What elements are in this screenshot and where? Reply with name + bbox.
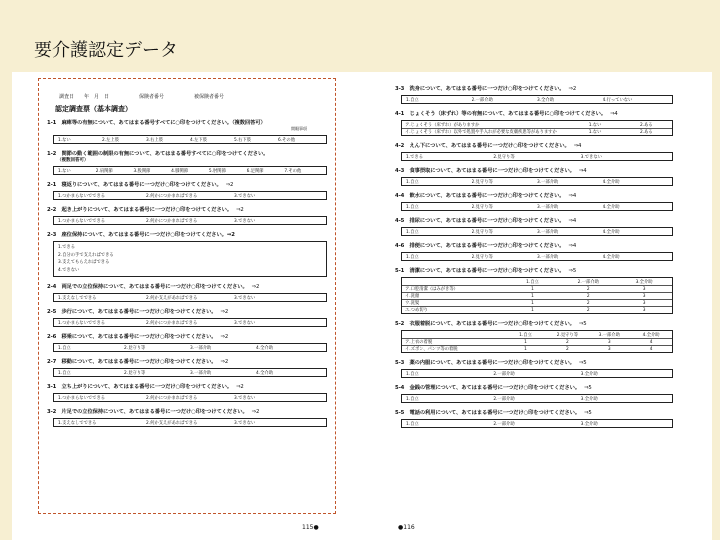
option-text: 3.支えてもらえればできる bbox=[58, 260, 110, 265]
option-text: ア.口腔清潔（はみがき等） bbox=[405, 287, 458, 292]
form-element: ⇒5 bbox=[584, 410, 592, 416]
form-element bbox=[53, 191, 327, 200]
form-element: 2-4 両足での立位保持について、あてはまる番号に一つだけ○印をつけてください。 bbox=[47, 284, 248, 290]
question-title bbox=[395, 408, 673, 416]
form-element bbox=[401, 227, 673, 236]
option-text: 1.自立 bbox=[58, 345, 71, 351]
option-text: 1.できる bbox=[406, 154, 423, 160]
form-element: ⇒4 bbox=[578, 168, 587, 174]
option-text: 1.自立 bbox=[406, 204, 419, 210]
question-title bbox=[47, 205, 327, 213]
option-text: 3 bbox=[607, 339, 611, 345]
form-element bbox=[402, 278, 672, 285]
question-title bbox=[395, 109, 673, 117]
question-2-4 bbox=[47, 282, 327, 302]
option-text: 4.膝関節 bbox=[171, 168, 189, 174]
question-5-5 bbox=[395, 408, 673, 428]
option-text: 4.行っていない bbox=[602, 97, 633, 103]
form-element bbox=[401, 120, 673, 136]
option-text: 3.全介助 bbox=[635, 279, 653, 285]
question-4-4 bbox=[395, 191, 673, 211]
form-element: ⇒5 bbox=[578, 360, 587, 366]
form-element: 4-4 飲水について、あてはまる番号に一つだけ○印をつけてください。 bbox=[395, 193, 565, 199]
option-text: 2.何かにつかまればできる bbox=[146, 193, 198, 199]
option-text: 3.全介助 bbox=[537, 97, 554, 103]
question-title bbox=[395, 191, 673, 199]
option-text: 3.右上肢 bbox=[146, 137, 163, 143]
form-element: ⇒2 bbox=[225, 182, 234, 188]
option-text: 1.自立 bbox=[526, 279, 539, 285]
question-title bbox=[47, 407, 327, 415]
form-element bbox=[402, 345, 672, 352]
option-text: 5.肘関節 bbox=[208, 168, 226, 174]
option-text: 3.全介助 bbox=[580, 396, 598, 402]
form-element: ⇒2 bbox=[236, 384, 244, 390]
option-text: 2.ある bbox=[640, 122, 653, 128]
option-text: 1.自立 bbox=[406, 97, 419, 103]
form-element: ⇒4 bbox=[568, 193, 577, 199]
option-text: 4.左下肢 bbox=[190, 137, 207, 143]
option-text: 3 bbox=[642, 286, 646, 292]
option-text: 1.自立 bbox=[406, 229, 419, 235]
insured-number: 被保険者番号 bbox=[194, 94, 225, 100]
form-element: ⇒5 bbox=[584, 385, 592, 391]
form-element: 3-2 片足での立位保持について、あてはまる番号に一つだけ○印をつけてください。 bbox=[47, 409, 248, 415]
survey-date: 調査日 年 月 日 bbox=[59, 94, 110, 100]
question-title: 2-3 座位保持について、あてはまる番号に一つだけ○印をつけてください。⇒2 bbox=[47, 232, 235, 238]
option-text: 2.一部介助 bbox=[493, 371, 515, 377]
form-element bbox=[53, 216, 327, 225]
form-element: 2-2 起き上がりについて、あてはまる番号に一つだけ○印をつけてください。 bbox=[47, 207, 233, 213]
option-text: 2.肩関節 bbox=[95, 168, 113, 174]
option-text: 1.支えなしでできる bbox=[58, 420, 97, 426]
insurer-number: 保険者番号 bbox=[139, 94, 165, 100]
question-4-2 bbox=[395, 141, 673, 161]
option-text: 2.左上肢 bbox=[102, 137, 119, 143]
option-text: 6.その他 bbox=[278, 137, 295, 143]
question-title bbox=[395, 241, 673, 249]
form-element: ⇒4 bbox=[573, 143, 582, 149]
form-element: 4-2 えん下について、あてはまる番号に一つだけ○印をつけてください。 bbox=[395, 143, 570, 149]
document-title: 認定調査票（基本調査） bbox=[55, 105, 132, 113]
question-5-2 bbox=[395, 319, 673, 353]
option-text: 2.見守り等 bbox=[471, 204, 493, 210]
form-element bbox=[401, 95, 673, 104]
option-text: 3.一部介助 bbox=[537, 229, 559, 235]
form-element: 4-1 じょくそう（床ずれ）等の有無について、あてはまる番号に○印をつけてください。 bbox=[395, 111, 607, 117]
option-text: 1.自立 bbox=[406, 179, 419, 185]
option-text: 3.一部介助 bbox=[598, 332, 620, 338]
option-text: 2 bbox=[586, 300, 590, 306]
question-title bbox=[47, 307, 327, 315]
form-element bbox=[53, 318, 327, 327]
questionnaire-spread bbox=[12, 72, 712, 540]
option-text: 1.つかまらないでできる bbox=[58, 193, 106, 199]
option-text: 2.見守り等 bbox=[556, 332, 579, 338]
form-element: ⇒2 bbox=[220, 359, 229, 365]
option-text: 1.ない bbox=[588, 122, 602, 128]
option-text: 3.一部介助 bbox=[190, 370, 212, 376]
option-text: 4.全介助 bbox=[256, 370, 273, 376]
form-element bbox=[401, 152, 673, 161]
option-text: 1.支えなしでできる bbox=[58, 295, 97, 301]
grid-5-2 bbox=[401, 330, 673, 353]
form-element: ⇒4 bbox=[610, 111, 618, 117]
option-text: 2.一部介助 bbox=[493, 421, 515, 427]
form-element: 2-5 歩行について、あてはまる番号に一つだけ○印をつけてください。 bbox=[47, 309, 217, 315]
option-text: 3 bbox=[642, 300, 646, 306]
form-element: 3-1 立ち上がりについて、あてはまる番号に一つだけ○印をつけてください。 bbox=[47, 384, 233, 390]
question-2-7 bbox=[47, 357, 327, 377]
question-title bbox=[47, 382, 327, 390]
option-text: 1.つかまらないでできる bbox=[58, 395, 106, 401]
right-page bbox=[393, 84, 675, 520]
option-text: 3 bbox=[642, 293, 646, 299]
option-text: 2.何かにつかまればできる bbox=[146, 395, 198, 401]
option-text: 4.できない bbox=[58, 267, 80, 273]
option-text: 3.一部介助 bbox=[190, 345, 212, 351]
form-element: 3-3 洗身について、あてはまる番号に一つだけ○印をつけてください。 bbox=[395, 86, 565, 92]
option-text: ウ.洗髪 bbox=[405, 301, 420, 306]
option-text: イ.洗顔 bbox=[405, 294, 420, 299]
form-element bbox=[401, 419, 673, 428]
form-element bbox=[402, 292, 672, 299]
option-text: 1.自立 bbox=[406, 254, 419, 260]
option-text: イ.じょくそう（床ずれ）以外で処置や手入れが必要な皮膚疾患等がありますか bbox=[405, 130, 557, 135]
form-element bbox=[401, 177, 673, 186]
option-text: 2.何か支えがあればできる bbox=[146, 295, 198, 301]
option-text: 3.股関節 bbox=[133, 168, 151, 174]
form-element: ⇒2 bbox=[220, 309, 229, 315]
form-element bbox=[401, 252, 673, 261]
options-1-2 bbox=[53, 166, 327, 175]
form-element bbox=[53, 368, 327, 377]
option-text: 2 bbox=[586, 293, 590, 299]
form-element bbox=[402, 121, 672, 128]
option-text: 2 bbox=[566, 346, 569, 352]
option-text: 4 bbox=[649, 339, 653, 345]
page-number-left: 115● bbox=[302, 524, 319, 531]
options-1-1 bbox=[53, 135, 327, 144]
form-element: ⇒2 bbox=[251, 409, 260, 415]
question-title bbox=[47, 282, 327, 290]
left-page-highlight bbox=[38, 78, 336, 514]
slide-title: 要介護認定データ bbox=[34, 40, 178, 61]
option-text: 3 bbox=[607, 346, 611, 352]
option-text: 2 bbox=[586, 286, 590, 292]
question-2-5 bbox=[47, 307, 327, 327]
form-element: 5-4 金銭の管理について、あてはまる番号に一つだけ○印をつけてください。 bbox=[395, 385, 581, 391]
form-element: 5-3 薬の内服について、あてはまる番号に一つだけ○印をつけてください。 bbox=[395, 360, 575, 366]
option-text: 1.自立 bbox=[406, 396, 419, 402]
form-element: 5-2 衣服着脱について、あてはまる番号に一つだけ○印をつけてください。 bbox=[395, 321, 575, 327]
option-text: 2.見守り等 bbox=[471, 179, 493, 185]
question-title: 1-2 関節の動く範囲の制限の有無について、あてはまる番号すべてに○印をつけてください。 bbox=[47, 151, 269, 157]
question-title bbox=[395, 319, 673, 327]
option-text: 3.できない bbox=[234, 320, 256, 326]
option-text: 2.見守り等 bbox=[471, 229, 493, 235]
form-element bbox=[402, 331, 672, 338]
option-text: 3.できない bbox=[234, 193, 256, 199]
option-text: 1.自立 bbox=[519, 332, 532, 338]
option-text: 2.何か支えがあればできる bbox=[146, 420, 198, 426]
form-element bbox=[402, 128, 672, 135]
question-title bbox=[47, 332, 327, 340]
question-title bbox=[395, 383, 673, 391]
option-text: 4.全介助 bbox=[602, 254, 620, 260]
form-element: ⇒4 bbox=[568, 243, 577, 249]
question-title: 1-1 麻痺等の有無について、あてはまる番号すべてに○印をつけてください。（複数回答可） bbox=[47, 120, 266, 126]
option-text: 1.自立 bbox=[406, 371, 419, 377]
question-4-6 bbox=[395, 241, 673, 261]
form-element: ⇒2 bbox=[220, 334, 229, 340]
form-element: ⇒2 bbox=[236, 207, 244, 213]
option-text: 3.全介助 bbox=[580, 371, 598, 377]
option-text: ア.上衣の着脱 bbox=[405, 340, 433, 345]
option-text: 1.つかまらないでできる bbox=[58, 218, 106, 224]
option-text: 3.できない bbox=[234, 218, 256, 224]
page-number-right: ●116 bbox=[398, 524, 415, 531]
option-text: 3.一部介助 bbox=[537, 179, 559, 185]
option-text: 2.自分の手で支えればできる bbox=[58, 252, 114, 258]
option-text: エ.つめ切り bbox=[405, 308, 428, 313]
question-title bbox=[395, 358, 673, 366]
form-element: 4-3 食事摂取について、あてはまる番号に一つだけ○印をつけてください。 bbox=[395, 168, 575, 174]
option-text: 1.できる bbox=[58, 245, 75, 250]
option-text: 4.全介助 bbox=[256, 345, 273, 351]
question-3-2 bbox=[47, 407, 327, 427]
form-header bbox=[59, 93, 327, 100]
option-text: 4.全介助 bbox=[602, 204, 620, 210]
form-element: 2-7 移動について、あてはまる番号に一つだけ○印をつけてください。 bbox=[47, 359, 217, 365]
question-5-1 bbox=[395, 266, 673, 314]
option-text: 1.自立 bbox=[58, 370, 71, 376]
option-text: 2.一部介助 bbox=[577, 279, 599, 285]
option-text: 1 bbox=[524, 339, 527, 345]
option-text: 3.できない bbox=[234, 395, 256, 401]
form-element bbox=[402, 285, 672, 292]
option-text: 1.ない bbox=[58, 137, 71, 143]
option-text: 3.できない bbox=[234, 295, 256, 301]
form-element: ⇒2 bbox=[251, 284, 260, 290]
form-element bbox=[53, 343, 327, 352]
grid-5-1 bbox=[401, 277, 673, 314]
question-1-2: 1-2 関節の動く範囲の制限の有無について、あてはまる番号すべてに○印をつけてください。 （複数回答可） 1.ない 2.肩関節 3.股関節 4.膝関節 5.肘関節 6.足関節 7.その他 bbox=[47, 149, 327, 175]
question-3-3 bbox=[395, 84, 673, 104]
form-element bbox=[53, 293, 327, 302]
form-element: 5-1 清潔について、あてはまる番号に一つだけ○印をつけてください。 bbox=[395, 268, 565, 274]
question-2-6 bbox=[47, 332, 327, 352]
form-element: 5-5 電話の利用について、あてはまる番号に一つだけ○印をつけてください。 bbox=[395, 410, 581, 416]
question-1-1: 1-1 麻痺等の有無について、あてはまる番号すべてに○印をつけてください。（複数回答可） 開眼事項 1.ない 2.左上肢 3.右上肢 4.左下肢 5.右下肢 6.その他 bbox=[47, 118, 327, 144]
form-element bbox=[402, 306, 672, 313]
option-text: 1 bbox=[524, 346, 527, 352]
option-text: 4.全介助 bbox=[602, 229, 620, 235]
option-text: 3.一部介助 bbox=[537, 204, 559, 210]
option-text: 1 bbox=[531, 293, 534, 299]
question-2-3 bbox=[47, 230, 327, 277]
option-text: 2.見守り等 bbox=[471, 254, 493, 260]
form-element: ⇒4 bbox=[568, 218, 577, 224]
form-element: 4-5 排尿について、あてはまる番号に一つだけ○印をつけてください。 bbox=[395, 218, 565, 224]
option-text: 2.何かにつかまればできる bbox=[146, 320, 198, 326]
question-title bbox=[395, 266, 673, 274]
question-2-1 bbox=[47, 180, 327, 200]
form-element: 2-6 移乗について、あてはまる番号に一つだけ○印をつけてください。 bbox=[47, 334, 217, 340]
option-text: 1 bbox=[531, 286, 534, 292]
form-element: 2-1 寝返りについて、あてはまる番号に一つだけ○印をつけてください。 bbox=[47, 182, 222, 188]
option-text: 3 bbox=[642, 307, 646, 313]
question-5-3 bbox=[395, 358, 673, 378]
question-2-2 bbox=[47, 205, 327, 225]
list-2-3 bbox=[53, 241, 327, 277]
option-text: 7.その他 bbox=[284, 168, 302, 174]
question-title bbox=[395, 141, 673, 149]
form-element: 4-6 排便について、あてはまる番号に一つだけ○印をつけてください。 bbox=[395, 243, 565, 249]
option-text: 2 bbox=[566, 339, 569, 345]
question-title bbox=[395, 166, 673, 174]
question-title bbox=[47, 357, 327, 365]
option-text: 2.見守り等 bbox=[124, 345, 146, 351]
form-element bbox=[401, 202, 673, 211]
option-text: 2.何かにつかまればできる bbox=[146, 218, 198, 224]
option-text: 1 bbox=[531, 307, 534, 313]
form-element: ⇒5 bbox=[568, 268, 577, 274]
question-4-3 bbox=[395, 166, 673, 186]
form-element bbox=[401, 369, 673, 378]
option-text: 4.全介助 bbox=[642, 332, 660, 338]
option-text: 2.一部介助 bbox=[493, 396, 515, 402]
option-text: 2.一部介助 bbox=[471, 97, 493, 103]
option-text: 3.できない bbox=[234, 420, 256, 426]
question-4-5 bbox=[395, 216, 673, 236]
option-text: ア.じょくそう（床ずれ）がありますか bbox=[405, 122, 480, 128]
option-text: 3.一部介助 bbox=[537, 254, 559, 260]
option-text: 2 bbox=[586, 307, 590, 313]
form-element bbox=[53, 393, 327, 402]
form-element bbox=[402, 338, 672, 345]
option-text: 6.足関節 bbox=[246, 168, 264, 174]
question-title bbox=[395, 84, 673, 92]
option-text: 4.全介助 bbox=[602, 179, 620, 185]
option-text: 1.ない bbox=[58, 168, 71, 174]
form-element: ⇒2 bbox=[568, 86, 577, 92]
question-4-1 bbox=[395, 109, 673, 136]
form-element bbox=[401, 394, 673, 403]
form-element bbox=[402, 299, 672, 306]
form-element bbox=[53, 418, 327, 427]
option-text: 2.ある bbox=[640, 130, 653, 135]
question-5-4 bbox=[395, 383, 673, 403]
question-title bbox=[395, 216, 673, 224]
option-text: 3.できない bbox=[580, 154, 602, 160]
option-text: 2.見守り等 bbox=[124, 370, 146, 376]
option-text: 1.自立 bbox=[406, 421, 419, 427]
option-text: 3.全介助 bbox=[580, 421, 598, 427]
option-text: 1.つかまらないでできる bbox=[58, 320, 106, 326]
option-text: 2.見守り等 bbox=[493, 154, 515, 160]
question-title bbox=[47, 180, 327, 188]
option-text: 5.右下肢 bbox=[234, 137, 251, 143]
form-element: ⇒5 bbox=[578, 321, 587, 327]
option-text: イ.ズボン、パンツ等の着脱 bbox=[405, 347, 458, 352]
question-3-1 bbox=[47, 382, 327, 402]
option-text: 4 bbox=[649, 346, 653, 352]
option-text: 1 bbox=[531, 300, 534, 306]
option-text: 1.ない bbox=[588, 130, 602, 135]
